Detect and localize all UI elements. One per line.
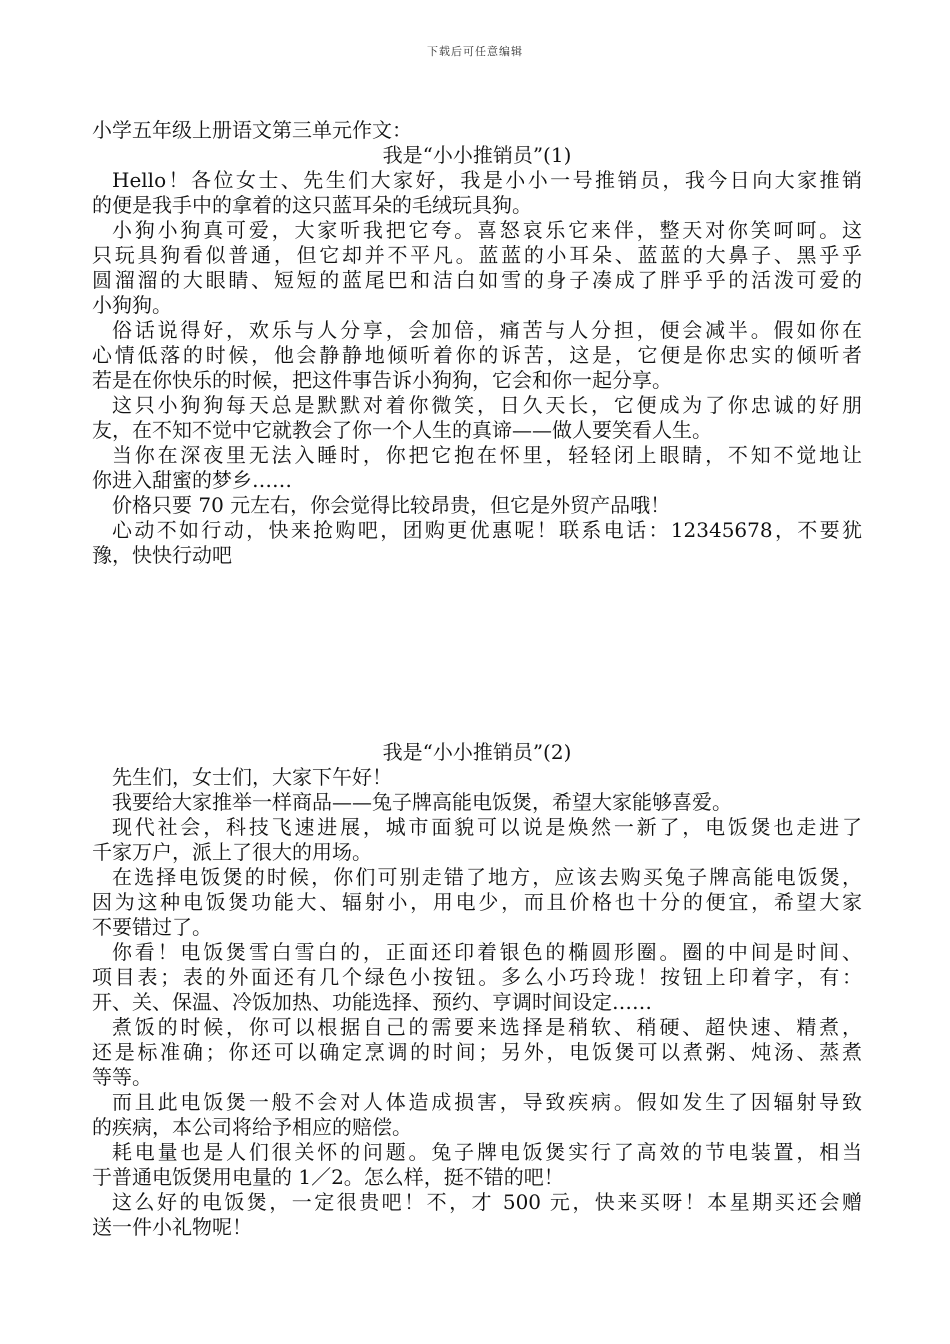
article-1 xyxy=(92,118,862,568)
paragraph xyxy=(92,815,862,865)
paragraph xyxy=(92,218,862,318)
paragraph-line: 的疾病，本公司将给予相应的赔偿。 xyxy=(92,1115,412,1139)
article-title: 我是“小小推销员”(2) xyxy=(382,740,572,764)
paragraph-line: 先生们，女士们，大家下午好！ xyxy=(112,765,392,789)
paragraph-line: 而且此电饭煲一般不会对人体造成损害，导致疾病。假如发生了因辐射导致 xyxy=(112,1090,862,1114)
paragraph-line: 煮饭的时候，你可以根据自己的需要来选择是稍软、稍硬、超快速、精煮， xyxy=(112,1015,862,1039)
paragraph xyxy=(92,318,862,393)
paragraph-line: 千家万户，派上了很大的用场。 xyxy=(92,840,372,864)
paragraph-line: 你看！电饭煲雪白雪白的，正面还印着银色的椭圆形圈。圈的中间是时间、 xyxy=(112,940,862,964)
page-header-note: 下载后可任意编辑 xyxy=(427,45,523,58)
paragraph-line: 小狗小狗真可爱，大家听我把它夸。喜怒哀乐它来伴，整天对你笑呵呵。这 xyxy=(112,218,862,242)
article-intro: 小学五年级上册语文第三单元作文： xyxy=(92,118,412,142)
paragraph-line: 豫，快快行动吧 xyxy=(92,543,232,567)
article-title: 我是“小小推销员”(1) xyxy=(382,143,572,167)
article-body xyxy=(92,168,862,568)
paragraph xyxy=(92,1090,862,1140)
paragraph xyxy=(92,765,862,790)
paragraph xyxy=(92,940,862,1015)
paragraph-line: 小狗狗。 xyxy=(92,293,172,317)
paragraph xyxy=(92,518,862,568)
paragraph-line: 送一件小礼物呢！ xyxy=(92,1215,252,1239)
paragraph xyxy=(92,443,862,493)
paragraph-line: 心动不如行动，快来抢购吧，团购更优惠呢！联系电话：12345678，不要犹 xyxy=(112,518,862,542)
paragraph-line: 这只小狗狗每天总是默默对着你微笑，日久天长，它便成为了你忠诚的好朋 xyxy=(112,393,862,417)
paragraph-line: 价格只要 70 元左右，你会觉得比较昂贵，但它是外贸产品哦！ xyxy=(112,493,671,517)
paragraph-line: 耗电量也是人们很关怀的问题。兔子牌电饭煲实行了高效的节电装置，相当 xyxy=(112,1140,862,1164)
paragraph-line: 还是标准确；你还可以确定烹调的时间；另外，电饭煲可以煮粥、炖汤、蒸煮 xyxy=(92,1040,862,1064)
paragraph-line: 等等。 xyxy=(92,1065,152,1089)
paragraph-line: 于普通电饭煲用电量的 1／2。怎么样，挺不错的吧！ xyxy=(92,1165,564,1189)
paragraph-line: 心情低落的时候，他会静静地倾听着你的诉苦，这是，它便是你忠实的倾听者 xyxy=(92,343,862,367)
paragraph-line: 我要给大家推举一样商品——兔子牌高能电饭煲，希望大家能够喜爱。 xyxy=(112,790,732,814)
paragraph xyxy=(92,790,862,815)
article-2 xyxy=(92,740,862,1240)
article-body xyxy=(92,765,862,1240)
paragraph-line: 的便是我手中的拿着的这只蓝耳朵的毛绒玩具狗。 xyxy=(92,193,532,217)
paragraph xyxy=(92,493,862,518)
paragraph-line: 这么好的电饭煲，一定很贵吧！不，才 500 元，快来买呀！本星期买还会赠 xyxy=(112,1190,862,1214)
paragraph-line: 现代社会，科技飞速进展，城市面貌可以说是焕然一新了，电饭煲也走进了 xyxy=(112,815,862,839)
paragraph-line: 圆溜溜的大眼睛、短短的蓝尾巴和洁白如雪的身子凑成了胖乎乎的活泼可爱的 xyxy=(92,268,862,292)
paragraph xyxy=(92,168,862,218)
paragraph xyxy=(92,1190,862,1240)
paragraph-line: 只玩具狗看似普通，但它却并不平凡。蓝蓝的小耳朵、蓝蓝的大鼻子、黑乎乎 xyxy=(92,243,862,267)
paragraph-line: 友，在不知不觉中它就教会了你一个人生的真谛——做人要笑看人生。 xyxy=(92,418,712,442)
paragraph-line: 因为这种电饭煲功能大、辐射小，用电少，而且价格也十分的便宜，希望大家 xyxy=(92,890,862,914)
paragraph-line: 开、关、保温、冷饭加热、功能选择、预约、亨调时间设定…… xyxy=(92,990,652,1014)
paragraph xyxy=(92,1140,862,1190)
paragraph-line: 在选择电饭煲的时候，你们可别走错了地方，应该去购买兔子牌高能电饭煲， xyxy=(112,865,862,889)
paragraph-line: 不要错过了。 xyxy=(92,915,212,939)
paragraph-line: Hello！各位女士、先生们大家好，我是小小一号推销员，我今日向大家推销 xyxy=(112,168,862,192)
paragraph xyxy=(92,393,862,443)
paragraph-line: 项目表；表的外面还有几个绿色小按钮。多么小巧玲珑！按钮上印着字，有： xyxy=(92,965,862,989)
paragraph xyxy=(92,1015,862,1090)
paragraph xyxy=(92,865,862,940)
paragraph-line: 俗话说得好，欢乐与人分享，会加倍，痛苦与人分担，便会减半。假如你在 xyxy=(112,318,862,342)
paragraph-line: 若是在你快乐的时候，把这件事告诉小狗狗，它会和你一起分享。 xyxy=(92,368,672,392)
paragraph-line: 当你在深夜里无法入睡时，你把它抱在怀里，轻轻闭上眼睛，不知不觉地让 xyxy=(112,443,862,467)
paragraph-line: 你进入甜蜜的梦乡…… xyxy=(92,468,292,492)
